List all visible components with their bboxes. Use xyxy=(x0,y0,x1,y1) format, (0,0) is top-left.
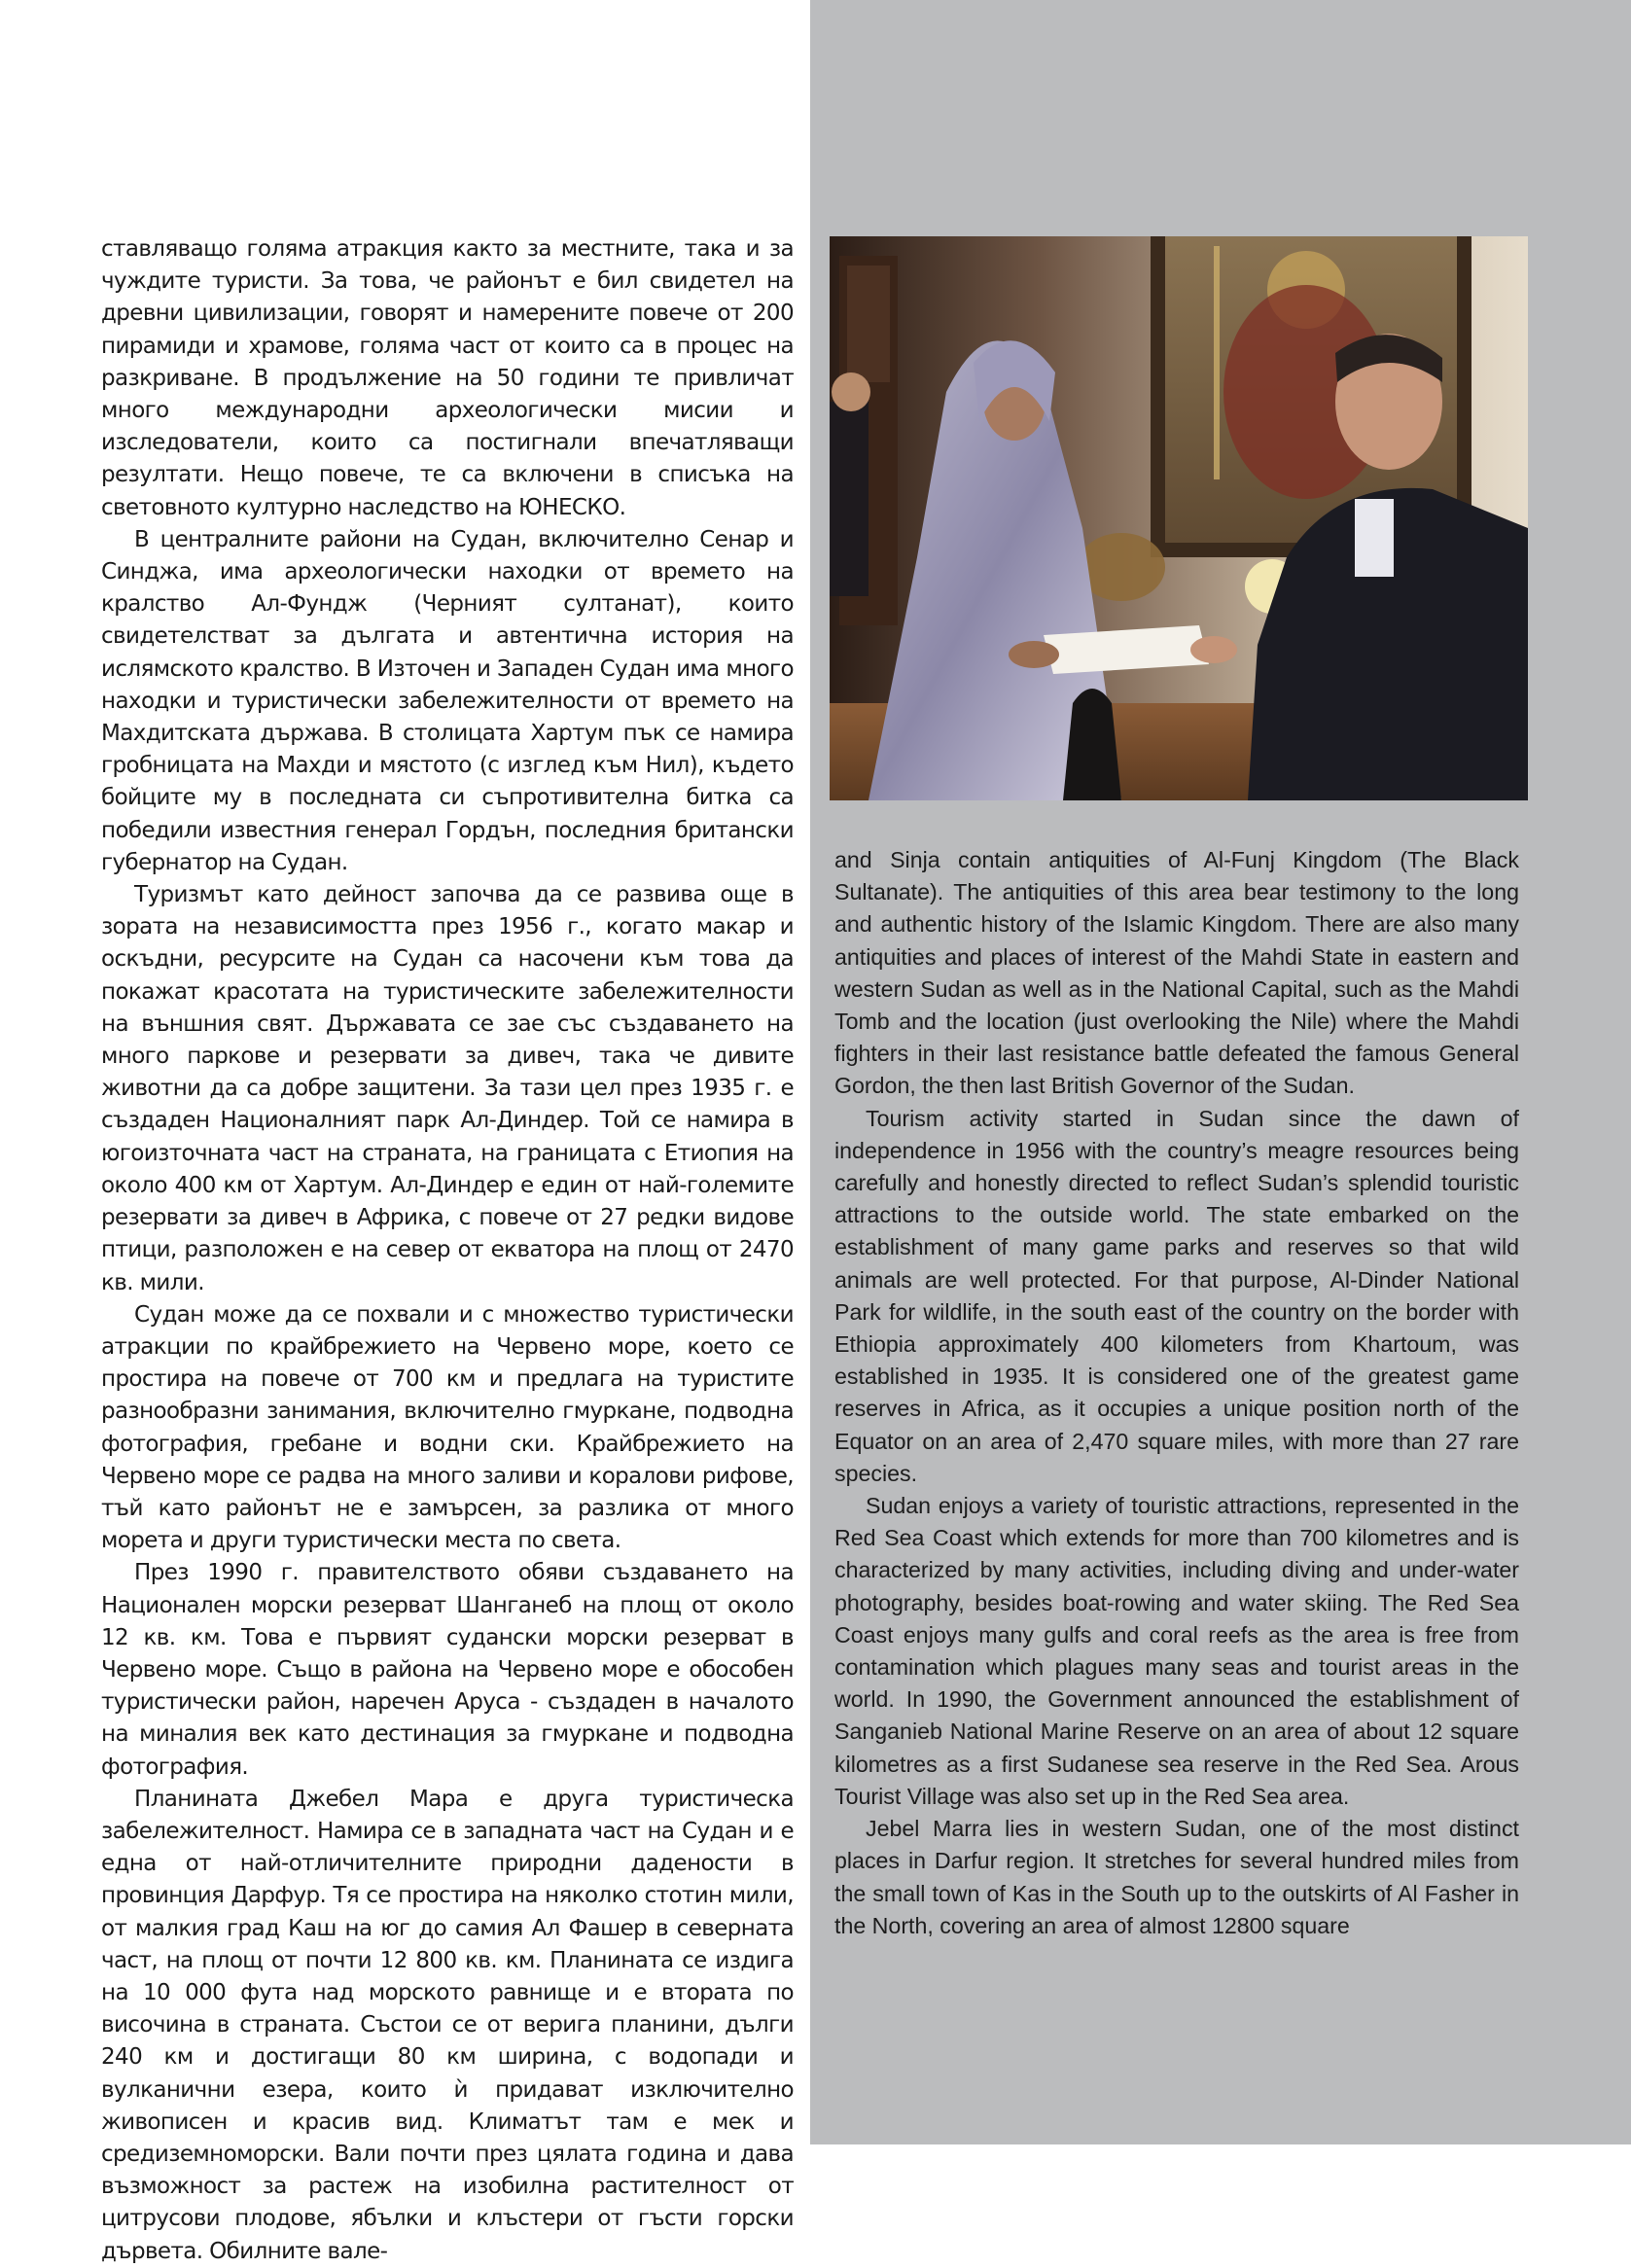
paragraph: Туризмът като дейност започва да се развива още в зората на независимостта през 1956 г., когато макар и оскъдни, ресурсите на Судан са насочени към това да покажат красотата на туристическите забележителности на външния свят. Държавата се зае със създаването на много паркове и резервати за дивеч, така че дивите животни да са добре защитени. За тази цел през 1935 г. е създаден Националният парк Ал-Диндер. Той се намира в югоизточната част на страната, на границата с Етиопия на около 400 км от Хартум. Ал-Диндер е един от най-големите резервати за дивеч в Африка, с повече от 27 редки видове птици, разположен е на север от екватора на площ от 2470 кв. мили. xyxy=(101,882,794,1295)
paragraph: През 1990 г. правителството обяви създаването на Национален морски резерват Шанганеб на площ от около 12 кв. км. Това е първият судански морски резерват в Червено море. Също в района на Червено море е обособен туристически район, наречен Аруса - създаден в началото на миналия век като дестинация за гмуркане и подводна фотография. xyxy=(101,1560,794,1780)
paragraph: and Sinja contain antiquities of Al-Funj Kingdom (The Black Sultanate). The antiquities of this area bear testimony to the long and authentic history of the Islamic Kingdom. There are also many antiquities and places of interest of the Mahdi State in eastern and western Sudan as well as in the National Capital, such as the Mahdi Tomb and the location (just overlooking the Nile) where the Mahdi fighters in their last resistance battle defeated the famous General Gordon, the then last British Governor of the Sudan. xyxy=(834,847,1519,1099)
english-text-column xyxy=(834,844,1519,1942)
paragraph: Tourism activity started in Sudan since the dawn of independence in 1956 with the country’s meagre resources being carefully and honestly directed to reflect Sudan’s splendid touristic attractions to the outside world. The state embarked on the establishment of many game parks and reserves so that wild animals are well protected. For that purpose, Al-Dinder National Park for wildlife, in the south east of the country on the border with Ethiopia approximately 400 kilometers from Khartoum, was established in 1935. It is considered one of the greatest game reserves in Africa, as it occupies a unique position north of the Equator on an area of 2,470 square miles, with more than 27 rare species. xyxy=(834,1105,1519,1486)
ceremony-photo xyxy=(830,236,1528,800)
paragraph: Sudan enjoys a variety of touristic attractions, represented in the Red Sea Coast which extends for more than 700 kilometres and is characterized by many activities, including diving and under-water photography, besides boat-rowing and water skiing. The Red Sea Coast enjoys many gulfs and coral reefs as the area is free from contamination which plagues many seas and tourist areas in the world. In 1990, the Government announced the establishment of Sanganieb National Marine Reserve on an area of about 12 square kilometres as a first Sudanese sea reserve in the Red Sea. Arous Tourist Village was also set up in the Red Sea area. xyxy=(834,1493,1519,1809)
paragraph: Судан може да се похвали и с множество туристически атракции по крайбрежието на Червено море, което се простира на повече от 700 км и предлага на туристите разнообразни занимания, включително гмуркане, подводна фотография, гребане и водни ски. Крайбрежието на Червено море се радва на много заливи и коралови рифове, тъй като районът не е замърсен, за разлика от много морета и други туристически места по света. xyxy=(101,1301,794,1554)
paragraph: Jebel Marra lies in western Sudan, one of the most distinct places in Darfur region. It stretches for several hundred miles from the small town of Kas in the South up to the outskirts of Al Fasher in the North, covering an area of almost 12800 square xyxy=(834,1816,1519,1938)
paragraph: ставляващо голяма атракция както за местните, така и за чуждите туристи. За това, че районът е бил свидетел на древни цивилизации, говорят и намерените повече от 200 пирамиди и храмове, голяма част от които са в процес на разкриване. В продължение на 50 години те привличат много международни археологически мисии и изследователи, които са постигнали впечатляващи резултати. Нещо повече, те са включени в списъка на световното културно наследство на ЮНЕСКО. xyxy=(101,236,794,520)
paragraph: В централните райони на Судан, включително Сенар и Синджа, има археологически находки от времето на кралство Ал-Фундж (Черният султанат), които свидетелстват за дългата и автентична история на ислямското кралство. В Източен и Западен Судан има много находки и туристически забележителности от времето на Махдитската държава. В столицата Хартум пък се намира гробницата на Махди и мястото (с изглед към Нил), където бойците му в последната си съпротивителна битка са победили известния генерал Гордън, последния британски губернатор на Судан. xyxy=(101,526,794,875)
bulgarian-text-column xyxy=(101,233,794,2268)
paragraph: Планината Джебел Мара е друга туристическа забележителност. Намира се в западната част на Судан и е една от най-отличителните природни дадености в провинция Дарфур. Тя се простира на няколко стотин мили, от малкия град Каш на юг до самия Ал Фашер в северната част, на площ от почти 12 800 кв. км. Планината се издига на 10 000 фута над морското равнище и е втората по височина в страната. Състои се от верига планини, дълги 240 км и достигащи 80 км ширина, с водопади и вулканични езера, които ѝ придават изключително живописен и красив вид. Климатът там е мек и средиземноморски. Вали почти през цялата година и дава възможност за растеж на изобилна растителност от цитрусови плодове, ябълки и клъстери от гъсти горски дървета. Обилните вале- xyxy=(101,1786,794,2264)
